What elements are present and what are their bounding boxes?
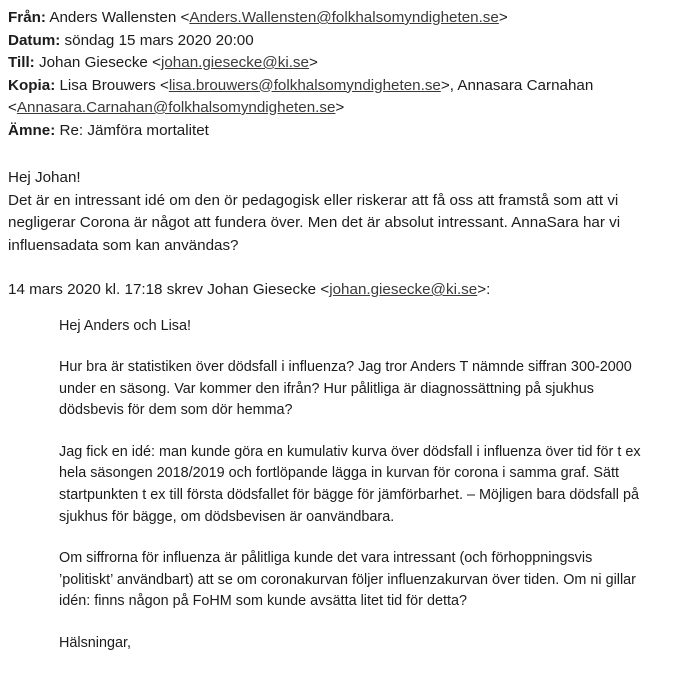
quoted-paragraph-3: Om siffrorna för influenza är pålitliga kunde det vara intressant (och förhoppningsvis ’politiskt’ användbart) att se om coronakurvan följer influenzakurvan över tiden. Om ni gillar idén: finns någon på FoHM som kunde avsätta litet tid för detta? [59, 550, 636, 610]
reply-text: Det är en intressant idé om den ör pedagogisk eller riskerar att få oss att framstå som att vi negligerar Corona är något att fundera över. Men det är absolut intressant. AnnaSara har vi influensadata som kan användas? [8, 191, 621, 254]
quoted-paragraph-1: Hur bra är statistiken över dödsfall i influenza? Jag tror Anders T nämnde siffran 300-2000 under en säsong. Var kommer den ifrån? Hur pålitliga är diagnossättning på sjukhus dödsbevis för dem som dör hemma? [59, 359, 632, 419]
quoted-paragraph-2: Jag fick en idé: man kunde göra en kumulativ kurva över dödsfall i influenza över tid för t ex hela säsongen 2018/2019 och fortlöpande lägga in kurvan för corona i samma graf. Sätt startpunkten t ex till första dödsfallet för bägge för jämförbarhet. – Möjligen bara dödsfall på sjukhus för bägge, om dödsbevisen är oanvändbara. [59, 443, 641, 525]
quote-intro-text: 14 mars 2020 kl. 17:18 skrev Johan Giesecke [8, 281, 317, 298]
to-name: Johan Giesecke [38, 54, 148, 71]
subject-label: Ämne: [8, 121, 56, 139]
from-label: Från: [8, 9, 46, 26]
to-email-link[interactable]: johan.giesecke@ki.se [160, 54, 309, 71]
to-label: Till: [8, 54, 35, 71]
quote-intro-email-link[interactable]: johan.giesecke@ki.se [329, 281, 478, 298]
subject-value: Re: Jämföra mortalitet [59, 121, 209, 139]
date-label: Datum: [8, 31, 61, 49]
cc-line: Kopia: Lisa Brouwers <lisa.brouwers@folkhalsomyndigheten.se>, Annasara Carnahan [8, 76, 594, 94]
from-email-link[interactable]: Anders.Wallensten@folkhalsomyndigheten.se [189, 9, 499, 26]
to-line: Till: Johan Giesecke <johan.giesecke@ki.se> [8, 54, 318, 71]
subject-line [8, 120, 681, 143]
from-name: Anders Wallensten [49, 9, 177, 26]
cc-line-continued: <Annasara.Carnahan@folkhalsomyndigheten.se> [8, 99, 345, 116]
quoted-message [59, 316, 649, 655]
date-line [8, 30, 681, 53]
date-value: söndag 15 mars 2020 20:00 [64, 31, 254, 49]
quoted-greeting: Hej Anders och Lisa! [59, 317, 191, 334]
cc1-email-link[interactable]: lisa.brouwers@folkhalsomyndigheten.se [168, 76, 441, 94]
cc-label: Kopia: [8, 76, 56, 94]
quote-intro: 14 mars 2020 kl. 17:18 skrev Johan Giesecke <johan.giesecke@ki.se>: [8, 281, 491, 298]
cc2-name: Annasara Carnahan [457, 76, 594, 94]
quoted-closing: Hälsningar, [59, 635, 131, 652]
cc1-name: Lisa Brouwers [59, 76, 156, 94]
from-line: Från: Anders Wallensten <Anders.Wallensten@folkhalsomyndigheten.se> [8, 9, 508, 26]
reply-greeting: Hej Johan! [8, 169, 81, 186]
cc2-email-link[interactable]: Annasara.Carnahan@folkhalsomyndigheten.se [16, 99, 336, 116]
